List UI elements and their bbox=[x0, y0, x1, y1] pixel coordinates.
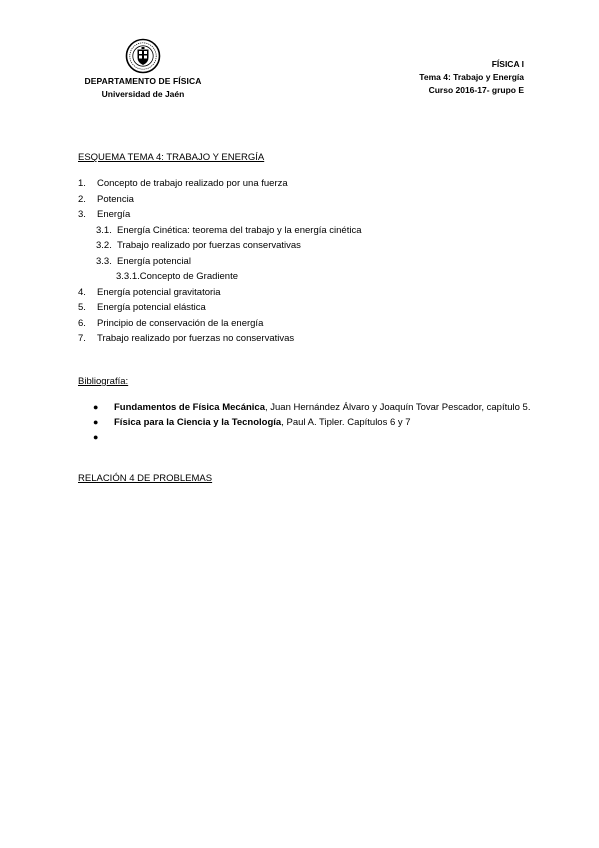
outline-text: Energía potencial gravitatoria bbox=[97, 286, 221, 298]
outline-number: 3.2. bbox=[96, 240, 112, 251]
department-name: DEPARTAMENTO DE FÍSICA bbox=[84, 76, 202, 86]
outline-subitem bbox=[78, 238, 538, 254]
bibliography-entry bbox=[114, 400, 533, 415]
bullet-icon: ● bbox=[93, 402, 99, 412]
university-name: Universidad de Jaén bbox=[101, 89, 185, 99]
outline-text: Concepto de trabajo realizado por una fuerza bbox=[97, 178, 288, 189]
topic-title: Tema 4: Trabajo y Energía bbox=[419, 72, 524, 82]
outline-number: 3.1. bbox=[96, 224, 112, 236]
outline-text: Potencia bbox=[97, 193, 134, 205]
book-details: , Paul A. Tipler. Capítulos 6 y 7 bbox=[281, 417, 411, 428]
bibliography-entry bbox=[114, 415, 533, 430]
bullet-icon: ● bbox=[93, 432, 99, 442]
outline-item bbox=[78, 316, 538, 332]
outline-subitem bbox=[78, 254, 538, 270]
topic-outline bbox=[78, 176, 538, 347]
outline-number: 2. bbox=[78, 193, 86, 205]
outline-number: 3.3.1. bbox=[116, 271, 140, 282]
outline-text: Trabajo realizado por fuerzas no conservativas bbox=[97, 333, 295, 344]
outline-text: Energía Cinética: teorema del trabajo y la energía cinética bbox=[117, 224, 362, 236]
outline-number: 1. bbox=[78, 178, 86, 189]
outline-number: 7. bbox=[78, 333, 86, 344]
course-term: Curso 2016-17- grupo E bbox=[428, 85, 524, 95]
outline-item bbox=[78, 300, 538, 316]
bibliography-list bbox=[93, 400, 533, 445]
outline-number: 5. bbox=[78, 302, 86, 313]
outline-text: Energía bbox=[97, 209, 131, 220]
book-title: Fundamentos de Física Mecánica bbox=[114, 402, 265, 413]
outline-text: Concepto de Gradiente bbox=[139, 271, 239, 282]
outline-number: 3.3. bbox=[96, 255, 112, 267]
book-title: Física para la Ciencia y la Tecnología bbox=[114, 417, 282, 428]
course-header bbox=[419, 58, 524, 97]
bibliography-item bbox=[93, 415, 533, 430]
department-header bbox=[78, 38, 208, 99]
outline-item bbox=[78, 207, 538, 223]
bibliography-item bbox=[93, 430, 533, 445]
outline-item bbox=[78, 331, 538, 347]
outline-number: 6. bbox=[78, 317, 86, 329]
outline-item bbox=[78, 285, 538, 301]
outline-text: Energía potencial bbox=[117, 255, 191, 267]
bullet-icon: ● bbox=[93, 417, 99, 427]
problems-heading: RELACIÓN 4 DE PROBLEMAS bbox=[78, 473, 213, 484]
scheme-heading: ESQUEMA TEMA 4: TRABAJO Y ENERGÍA bbox=[78, 152, 265, 163]
book-details: , Juan Hernández Álvaro y Joaquín Tovar Pescador, capítulo 5. bbox=[265, 402, 531, 413]
outline-text: Trabajo realizado por fuerzas conservativas bbox=[117, 240, 301, 251]
bibliography-heading: Bibliografía: bbox=[78, 376, 129, 387]
course-name: FÍSICA I bbox=[491, 59, 524, 69]
outline-subsubitem bbox=[78, 269, 538, 285]
outline-item bbox=[78, 176, 538, 192]
university-seal-icon bbox=[125, 38, 161, 74]
outline-item bbox=[78, 192, 538, 208]
outline-text: Energía potencial elástica bbox=[97, 302, 206, 313]
bibliography-item bbox=[93, 400, 533, 415]
outline-subitem bbox=[78, 223, 538, 239]
outline-text: Principio de conservación de la energía bbox=[97, 317, 264, 329]
outline-number: 3. bbox=[78, 209, 86, 220]
outline-number: 4. bbox=[78, 286, 86, 298]
